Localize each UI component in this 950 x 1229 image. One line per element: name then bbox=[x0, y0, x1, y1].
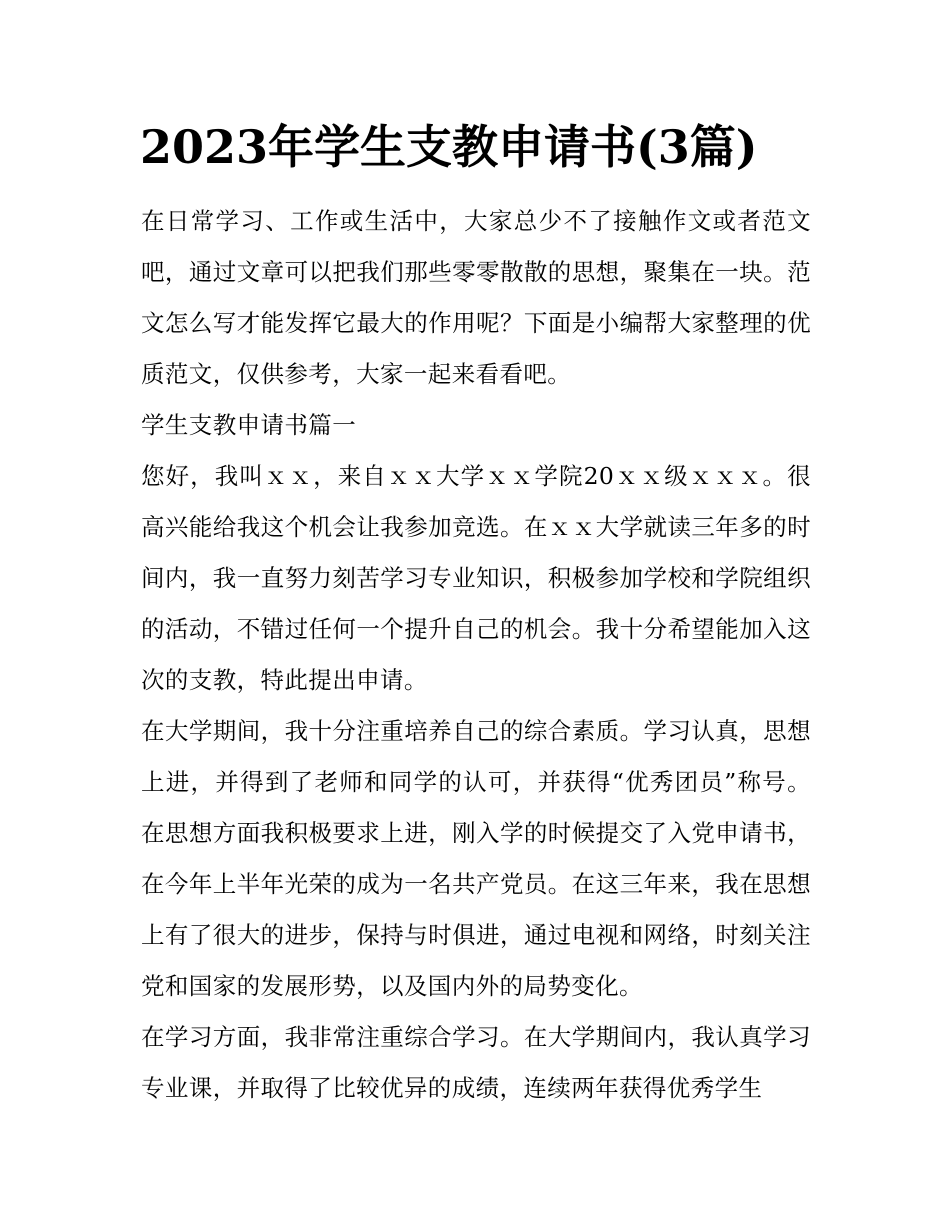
body-paragraph: 在大学期间，我十分注重培养自己的综合素质。学习认真，思想上进，并得到了老师和同学的认可，并获得“优秀团员”称号。在思想方面我积极要求上进，刚入学的时候提交了入党申请书，在今年上半年光荣的成为一名共产党员。在这三年来，我在思想上有了很大的进步，保持与时俱进，通过电视和网络，时刻关注党和国家的发展形势，以及国内外的局势变化。 bbox=[141, 717, 811, 1000]
intro-paragraph: 在日常学习、工作或生活中，大家总少不了接触作文或者范文吧，通过文章可以把我们那些零零散散的思想，聚集在一块。范文怎么写才能发挥它最大的作用呢？下面是小编帮大家整理的优质范文，仅供参考，大家一起来看看吧。 bbox=[141, 207, 811, 388]
body-paragraph: 在学习方面，我非常注重综合学习。在大学期间内，我认真学习专业课，并取得了比较优异的成绩，连续两年获得优秀学生 bbox=[141, 1023, 811, 1102]
section-heading: 学生支教申请书篇一 bbox=[141, 411, 357, 439]
body-paragraph: 您好，我叫ｘｘ，来自ｘｘ大学ｘｘ学院20ｘｘ级ｘｘｘ。很高兴能给我这个机会让我参加竞选。在ｘｘ大学就读三年多的时间内，我一直努力刻苦学习专业知识，积极参加学校和学院组织的活动，不错过任何一个提升自己的机会。我十分希望能加入这次的支教，特此提出申请。 bbox=[141, 462, 811, 694]
document-title: 2023年学生支教申请书(3篇) bbox=[140, 120, 758, 174]
document-body bbox=[141, 196, 811, 1114]
